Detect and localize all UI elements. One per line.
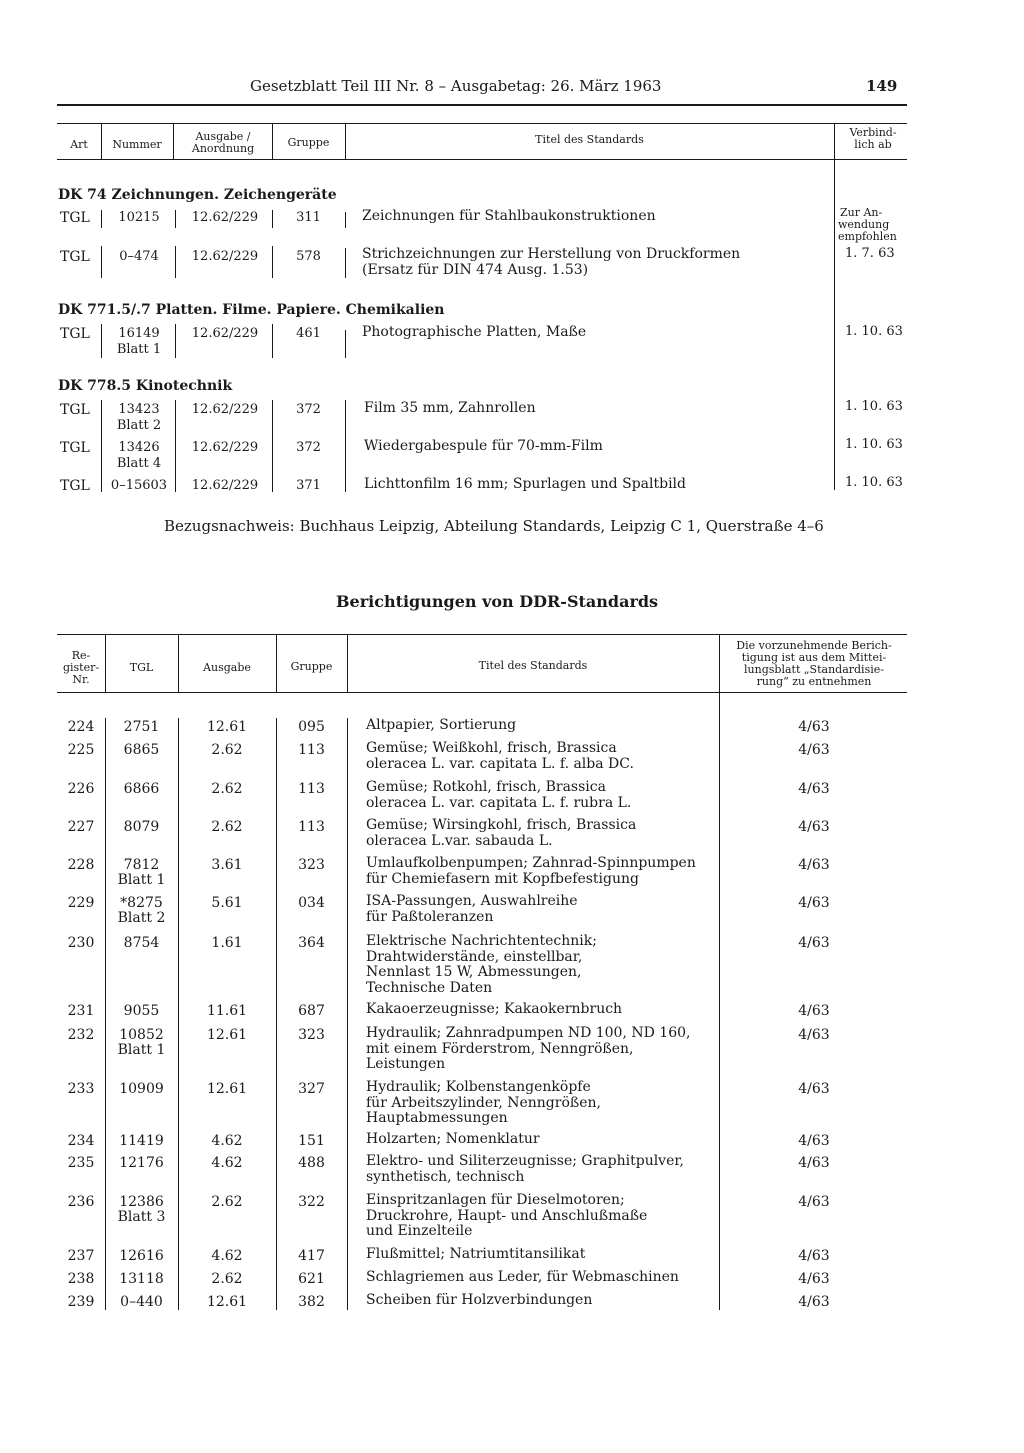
row-art: TGL — [60, 478, 90, 494]
row-titel: Technische Daten — [366, 979, 493, 996]
row-divider — [175, 246, 176, 278]
row-divider — [175, 210, 176, 228]
col-header-gruppe: Gruppe — [290, 660, 333, 673]
row-verbindlich: 1. 10. 63 — [845, 399, 903, 414]
row-verbindlich: 1. 10. 63 — [845, 437, 903, 452]
row-register-nr: 224 — [67, 719, 95, 735]
row-verbindlich-1: Zur An- — [840, 206, 883, 219]
row-mitteilungsblatt: 4/63 — [798, 819, 830, 835]
row-divider — [345, 248, 346, 278]
row-gruppe: 095 — [298, 719, 325, 735]
row-divider — [345, 330, 346, 358]
row-register-nr: 226 — [67, 781, 95, 797]
row-mitteilungsblatt: 4/63 — [798, 935, 830, 951]
table1-divider — [173, 123, 174, 159]
row-tgl: 10909 — [119, 1081, 164, 1097]
row-gruppe: 417 — [298, 1248, 325, 1264]
row-tgl: 2751 — [123, 719, 160, 735]
col-header-nummer: Nummer — [112, 138, 162, 151]
row-gruppe: 621 — [298, 1271, 325, 1287]
row-ausgabe: 4.62 — [211, 1155, 243, 1171]
row-titel: Drahtwiderstände, einstellbar, — [366, 948, 583, 965]
table2-header-rule — [57, 692, 907, 693]
row-register-nr: 234 — [67, 1133, 95, 1149]
row-register-nr: 235 — [67, 1155, 95, 1171]
row-mitteilungsblatt: 4/63 — [798, 1194, 830, 1210]
row-ausgabe: 2.62 — [211, 1194, 243, 1210]
row-titel: mit einem Förderstrom, Nenngrößen, — [366, 1040, 634, 1057]
row-titel: Lichttonfilm 16 mm; Spurlagen und Spaltbild — [364, 476, 686, 492]
row-verbindlich: 1. 10. 63 — [845, 324, 903, 339]
row-gruppe: 113 — [298, 781, 325, 797]
row-divider — [175, 324, 176, 358]
row-mitteilungsblatt: 4/63 — [798, 781, 830, 797]
row-ausgabe: 12.61 — [206, 1294, 248, 1310]
row-ausgabe: 1.61 — [211, 935, 243, 951]
row-register-nr: 233 — [67, 1081, 95, 1097]
row-ausgabe: 2.62 — [211, 1271, 243, 1287]
row-gruppe: 113 — [298, 819, 325, 835]
row-gruppe: 364 — [298, 935, 325, 951]
row-verbindlich-3: empfohlen — [838, 230, 897, 243]
row-ausgabe: 12.62/229 — [191, 326, 259, 341]
section-title: DK 778.5 Kinotechnik — [58, 378, 233, 394]
row-ausgabe: 2.62 — [211, 819, 243, 835]
row-tgl: 13118 — [119, 1271, 164, 1287]
row-gruppe: 371 — [296, 478, 321, 493]
row-art: TGL — [60, 326, 90, 342]
row-register-nr: 231 — [67, 1003, 95, 1019]
row-tgl: 10852 — [119, 1027, 164, 1043]
row-mitteilungsblatt: 4/63 — [798, 1027, 830, 1043]
row-tgl: 8754 — [123, 935, 160, 951]
col-header-tgl: TGL — [129, 661, 154, 674]
col-header-titel: Titel des Standards — [478, 659, 588, 672]
row-art: TGL — [60, 249, 90, 265]
row-titel: Gemüse; Weißkohl, frisch, Brassica — [366, 740, 617, 756]
col-header-mitteilungsblatt-1: Die vorzunehmende Berich- — [736, 639, 892, 652]
row-titel: Einspritzanlagen für Dieselmotoren; — [366, 1192, 625, 1208]
row-titel: Elektro- und Siliterzeugnisse; Graphitpulver, — [366, 1153, 684, 1169]
row-titel: Gemüse; Rotkohl, frisch, Brassica — [366, 779, 606, 795]
row-titel: Gemüse; Wirsingkohl, frisch, Brassica — [366, 817, 637, 833]
row-tgl: 6865 — [123, 742, 160, 758]
row-divider — [345, 212, 346, 228]
row-divider — [272, 210, 273, 228]
row-mitteilungsblatt: 4/63 — [798, 1294, 830, 1310]
section-title: DK 771.5/.7 Platten. Filme. Papiere. Chemikalien — [58, 302, 445, 318]
row-mitteilungsblatt: 4/63 — [798, 895, 830, 911]
row-gruppe: 034 — [298, 895, 325, 911]
row-nummer-line2: Blatt 4 — [116, 456, 162, 471]
row-titel: Leistungen — [366, 1056, 446, 1072]
row-gruppe: 687 — [298, 1003, 325, 1019]
row-ausgabe: 2.62 — [211, 742, 243, 758]
row-divider — [175, 400, 176, 492]
row-gruppe: 323 — [298, 857, 325, 873]
row-nummer-line2: Blatt 2 — [116, 418, 162, 433]
row-titel: Photographische Platten, Maße — [362, 324, 587, 340]
row-titel: Scheiben für Holzverbindungen — [366, 1292, 593, 1308]
row-ausgabe: 12.62/229 — [191, 440, 259, 455]
row-titel: oleracea L.var. sabauda L. — [366, 832, 553, 849]
row-titel: Film 35 mm, Zahnrollen — [364, 400, 536, 416]
row-titel: Altpapier, Sortierung — [366, 717, 517, 733]
row-ausgabe: 4.62 — [211, 1133, 243, 1149]
row-mitteilungsblatt: 4/63 — [798, 1003, 830, 1019]
row-register-nr: 228 — [67, 857, 95, 873]
section-title: DK 74 Zeichnungen. Zeichengeräte — [58, 187, 337, 203]
row-titel: für Chemiefasern mit Kopfbefestigung — [366, 870, 639, 887]
row-titel: Druckrohre, Haupt- und Anschlußmaße — [366, 1207, 648, 1224]
row-gruppe: 311 — [296, 210, 321, 225]
row-mitteilungsblatt: 4/63 — [798, 1081, 830, 1097]
row-titel: Hydraulik; Zahnradpumpen ND 100, ND 160, — [366, 1025, 691, 1041]
row-gruppe: 372 — [296, 402, 321, 417]
row-mitteilungsblatt: 4/63 — [798, 742, 830, 758]
row-titel: synthetisch, technisch — [366, 1168, 525, 1185]
row-gruppe: 323 — [298, 1027, 325, 1043]
row-ausgabe: 11.61 — [206, 1003, 248, 1019]
header-rule — [57, 104, 907, 106]
row-tgl: 0–440 — [120, 1294, 163, 1310]
row-divider — [101, 324, 102, 358]
row-gruppe: 382 — [298, 1294, 325, 1310]
row-titel-line2: (Ersatz für DIN 474 Ausg. 1.53) — [362, 262, 589, 278]
row-titel: und Einzelteile — [366, 1223, 473, 1239]
col-header-register-1: Re- — [71, 649, 91, 662]
row-titel: Strichzeichnungen zur Herstellung von Druckformen — [362, 246, 741, 262]
row-tgl: 12616 — [119, 1248, 164, 1264]
row-tgl: 8079 — [123, 819, 160, 835]
row-titel: Nennlast 15 W, Abmessungen, — [366, 964, 582, 980]
row-nummer-line2: Blatt 1 — [116, 342, 162, 357]
row-ausgabe: 5.61 — [211, 895, 243, 911]
row-verbindlich: 1. 10. 63 — [845, 475, 903, 490]
row-art: TGL — [60, 402, 90, 418]
row-ausgabe: 12.62/229 — [191, 478, 259, 493]
col-header-mitteilungsblatt-2: tigung ist aus dem Mittei- — [741, 651, 887, 664]
col-header-mitteilungsblatt-3: lungsblatt „Standardisie- — [744, 663, 884, 676]
row-art: TGL — [60, 210, 90, 226]
row-gruppe: 461 — [296, 326, 321, 341]
row-register-nr: 232 — [67, 1027, 95, 1043]
row-register-nr: 239 — [67, 1294, 95, 1310]
row-gruppe: 151 — [298, 1133, 325, 1149]
row-divider — [272, 400, 273, 492]
row-register-nr: 229 — [67, 895, 95, 911]
row-ausgabe: 12.62/229 — [191, 210, 259, 225]
row-ausgabe: 12.61 — [206, 1027, 248, 1043]
row-gruppe: 327 — [298, 1081, 325, 1097]
col-header-register-3: Nr. — [72, 673, 90, 686]
col-header-mitteilungsblatt-4: rung“ zu entnehmen — [756, 675, 872, 688]
row-titel: Hauptabmessungen — [366, 1110, 508, 1126]
row-gruppe: 113 — [298, 742, 325, 758]
table2-heading: Berichtigungen von DDR-Standards — [336, 592, 659, 611]
row-ausgabe: 12.61 — [206, 719, 248, 735]
row-divider — [101, 210, 102, 228]
row-register-nr: 227 — [67, 819, 95, 835]
row-titel: Kakaoerzeugnisse; Kakaokernbruch — [366, 1001, 623, 1017]
col-header-titel: Titel des Standards — [535, 133, 644, 146]
row-tgl: 11419 — [119, 1133, 164, 1149]
row-ausgabe: 4.62 — [211, 1248, 243, 1264]
row-divider — [345, 400, 346, 492]
row-tgl-blatt: Blatt 3 — [117, 1209, 166, 1225]
row-register-nr: 230 — [67, 935, 95, 951]
row-titel: Zeichnungen für Stahlbaukonstruktionen — [362, 208, 656, 224]
row-nummer: 13426 — [118, 440, 160, 455]
row-titel: Hydraulik; Kolbenstangenköpfe — [366, 1079, 591, 1095]
row-tgl: *8275 — [120, 895, 163, 911]
row-mitteilungsblatt: 4/63 — [798, 1133, 830, 1149]
row-tgl: 6866 — [123, 781, 160, 797]
row-gruppe: 372 — [296, 440, 321, 455]
row-titel: Umlaufkolbenpumpen; Zahnrad-Spinnpumpen — [366, 855, 696, 871]
row-divider — [101, 246, 102, 278]
row-mitteilungsblatt: 4/63 — [798, 1248, 830, 1264]
row-nummer: 10215 — [118, 210, 160, 225]
row-mitteilungsblatt: 4/63 — [798, 857, 830, 873]
row-mitteilungsblatt: 4/63 — [798, 1155, 830, 1171]
table1-divider — [834, 123, 835, 490]
row-gruppe: 488 — [298, 1155, 325, 1171]
row-register-nr: 225 — [67, 742, 95, 758]
row-tgl: 12386 — [119, 1194, 164, 1210]
row-titel: für Arbeitszylinder, Nenngrößen, — [366, 1094, 601, 1111]
row-titel: Flußmittel; Natriumtitansilikat — [366, 1246, 586, 1262]
row-ausgabe: 3.61 — [211, 857, 243, 873]
row-titel: ISA-Passungen, Auswahlreihe — [366, 893, 578, 909]
row-titel: Wiedergabespule für 70-mm-Film — [364, 438, 603, 454]
row-art: TGL — [60, 440, 90, 456]
row-tgl-blatt: Blatt 2 — [117, 910, 166, 926]
row-titel: Schlagriemen aus Leder, für Webmaschinen — [366, 1269, 679, 1285]
page-number: 149 — [866, 77, 898, 95]
row-tgl: 9055 — [123, 1003, 160, 1019]
row-mitteilungsblatt: 4/63 — [798, 719, 830, 735]
row-tgl: 7812 — [123, 857, 160, 873]
row-ausgabe: 12.62/229 — [191, 249, 259, 264]
row-titel: für Paßtoleranzen — [366, 908, 494, 925]
row-verbindlich: 1. 7. 63 — [845, 246, 895, 261]
row-register-nr: 238 — [67, 1271, 95, 1287]
row-mitteilungsblatt: 4/63 — [798, 1271, 830, 1287]
row-titel: Elektrische Nachrichtentechnik; — [366, 933, 597, 949]
row-nummer: 0–15603 — [110, 478, 168, 493]
row-ausgabe: 12.62/229 — [191, 402, 259, 417]
row-tgl-blatt: Blatt 1 — [117, 1042, 166, 1058]
row-ausgabe: 12.61 — [206, 1081, 248, 1097]
col-header-ausgabe: Ausgabe — [203, 661, 251, 674]
row-divider — [101, 400, 102, 492]
col-header-ausgabe: Ausgabe / Anordnung — [191, 130, 255, 155]
row-divider — [272, 324, 273, 358]
table2-divider — [347, 718, 348, 1310]
row-gruppe: 578 — [296, 249, 321, 264]
row-ausgabe: 2.62 — [211, 781, 243, 797]
col-header-gruppe: Gruppe — [287, 136, 330, 149]
row-nummer: 16149 — [118, 326, 160, 341]
row-tgl: 12176 — [119, 1155, 164, 1171]
row-titel: oleracea L. var. capitata L. f. alba DC. — [366, 755, 634, 772]
row-divider — [272, 246, 273, 278]
row-tgl-blatt: Blatt 1 — [117, 872, 166, 888]
row-nummer: 0–474 — [119, 249, 159, 264]
table1-header-rule — [57, 159, 907, 160]
row-nummer: 13423 — [118, 402, 160, 417]
row-gruppe: 322 — [298, 1194, 325, 1210]
row-titel: Holzarten; Nomenklatur — [366, 1131, 540, 1147]
page-header: Gesetzblatt Teil III Nr. 8 – Ausgabetag: 26. März 1963 — [250, 77, 662, 95]
table1-top-rule — [57, 123, 907, 124]
table2-top-rule — [57, 634, 907, 635]
col-header-register-2: gister- — [62, 661, 100, 674]
bezugsnachweis: Bezugsnachweis: Buchhaus Leipzig, Abteilung Standards, Leipzig C 1, Querstraße 4–6 — [164, 517, 824, 535]
row-verbindlich-2: wendung — [838, 218, 890, 231]
col-header-verbindlich: Verbind-lich ab — [849, 126, 897, 151]
col-header-art: Art — [70, 138, 88, 151]
row-register-nr: 237 — [67, 1248, 95, 1264]
row-register-nr: 236 — [67, 1194, 95, 1210]
row-titel: oleracea L. var. capitata L. f. rubra L. — [366, 794, 632, 811]
